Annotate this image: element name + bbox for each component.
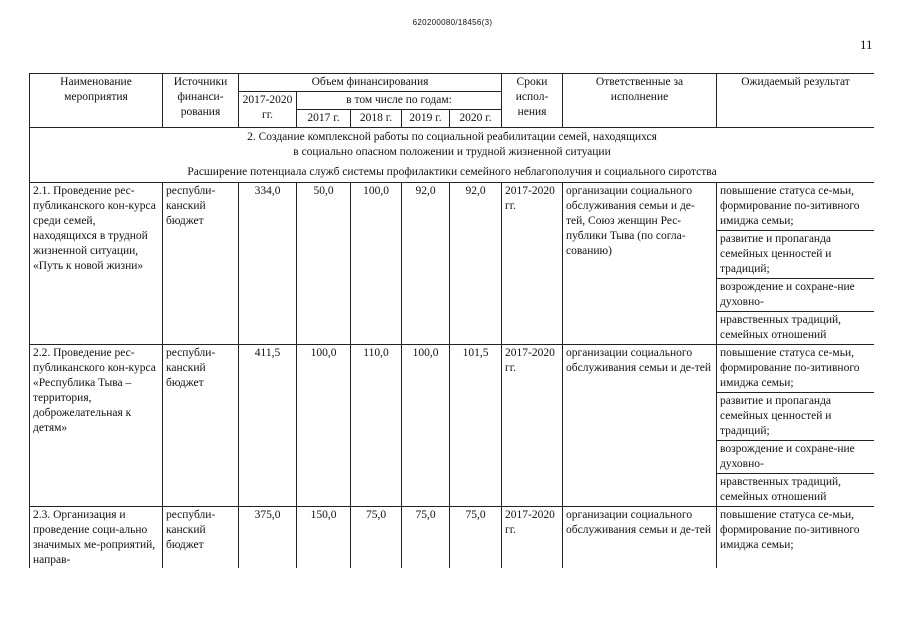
header-name: Наименование мероприятия (30, 74, 163, 128)
row-source: республи-канский бюджет (163, 183, 239, 345)
section-row (30, 128, 875, 183)
row-term: 2017-2020 гг. (502, 183, 563, 345)
result-item: повышение статуса се-мьи, формирование по-зитивного имиджа семьи; (717, 183, 874, 231)
row-name: 2.3. Организация и проведение соци-ально значимых ме-роприятий, направ- (30, 507, 163, 569)
row-2017: 150,0 (297, 507, 351, 569)
row-2019: 75,0 (402, 507, 450, 569)
row-responsible: организации социального обслуживания семьи и де-тей, Союз женщин Рес-публики Тыва (по согла-сованию) (563, 183, 717, 345)
row-2019: 92,0 (402, 183, 450, 345)
header-year: 2020 г. (450, 110, 502, 128)
result-item: развитие и пропаганда семейных ценностей и традиций; (717, 393, 874, 441)
table-row (30, 183, 875, 345)
row-2019: 100,0 (402, 345, 450, 507)
header-volume: Объем финансирования (239, 74, 502, 92)
document-id: 620200080/18456(3) (412, 18, 493, 27)
table-row (30, 507, 875, 569)
section-subtitle: Расширение потенциала служб системы профилактики семейного неблагополучия и социального сиротства (187, 166, 717, 178)
row-source: республи-канский бюджет (163, 507, 239, 569)
header-result: Ожидаемый результат (717, 74, 874, 128)
section-title-line-2: в социально опасном положении и трудной жизненной ситуации (293, 146, 611, 158)
row-2018: 75,0 (351, 507, 402, 569)
row-term: 2017-2020 гг. (502, 507, 563, 569)
result-item: нравственных традиций, семейных отношений (720, 314, 842, 341)
row-2018: 100,0 (351, 183, 402, 345)
row-term: 2017-2020 гг. (502, 345, 563, 507)
row-2017: 50,0 (297, 183, 351, 345)
table-row (30, 345, 875, 507)
row-2020: 101,5 (450, 345, 502, 507)
result-item: возрождение и сохране-ние духовно- (717, 279, 874, 312)
result-item: развитие и пропаганда семейных ценностей и традиций; (717, 231, 874, 279)
row-results (717, 345, 874, 507)
header-year: 2017 г. (297, 110, 351, 128)
row-results (717, 183, 874, 345)
row-name: 2.2. Проведение рес-публиканского кон-курса «Республика Тыва – территория, доброжелательная к детям» (30, 345, 163, 507)
header-total-period: 2017-2020 гг. (239, 92, 297, 128)
section-heading (30, 128, 875, 183)
row-results (717, 507, 874, 569)
row-source: республи-канский бюджет (163, 345, 239, 507)
row-name: 2.1. Проведение рес-публиканского кон-курса среди семей, находящихся в трудной жизненной ситуации, «Путь к новой жизни» (30, 183, 163, 345)
row-2020: 92,0 (450, 183, 502, 345)
result-item: повышение статуса се-мьи, формирование по-зитивного имиджа семьи; (717, 345, 874, 393)
row-total: 411,5 (239, 345, 297, 507)
result-item: нравственных традиций, семейных отношений (720, 476, 842, 503)
header-year: 2018 г. (351, 110, 402, 128)
page-number: 11 (860, 37, 873, 52)
result-item: повышение статуса се-мьи, формирование по-зитивного имиджа семьи; (720, 509, 860, 551)
header-year: 2019 г. (402, 110, 450, 128)
header-terms: Сроки испол-нения (502, 74, 563, 128)
row-2018: 110,0 (351, 345, 402, 507)
financing-table-area (29, 73, 874, 568)
section-title-line-1: 2. Создание комплексной работы по социальной реабилитации семей, находящихся (247, 131, 657, 143)
header-responsible: Ответственные за исполнение (563, 74, 717, 128)
header-row-1 (30, 74, 875, 92)
result-item: возрождение и сохране-ние духовно- (717, 441, 874, 474)
row-2017: 100,0 (297, 345, 351, 507)
row-responsible: организации социального обслуживания семьи и де-тей (563, 507, 717, 569)
row-responsible: организации социального обслуживания семьи и де-тей (563, 345, 717, 507)
financing-table (29, 73, 874, 568)
row-total: 375,0 (239, 507, 297, 569)
row-2020: 75,0 (450, 507, 502, 569)
row-total: 334,0 (239, 183, 297, 345)
header-by-years: в том числе по годам: (297, 92, 502, 110)
header-sources: Источники финанси-рования (163, 74, 239, 128)
